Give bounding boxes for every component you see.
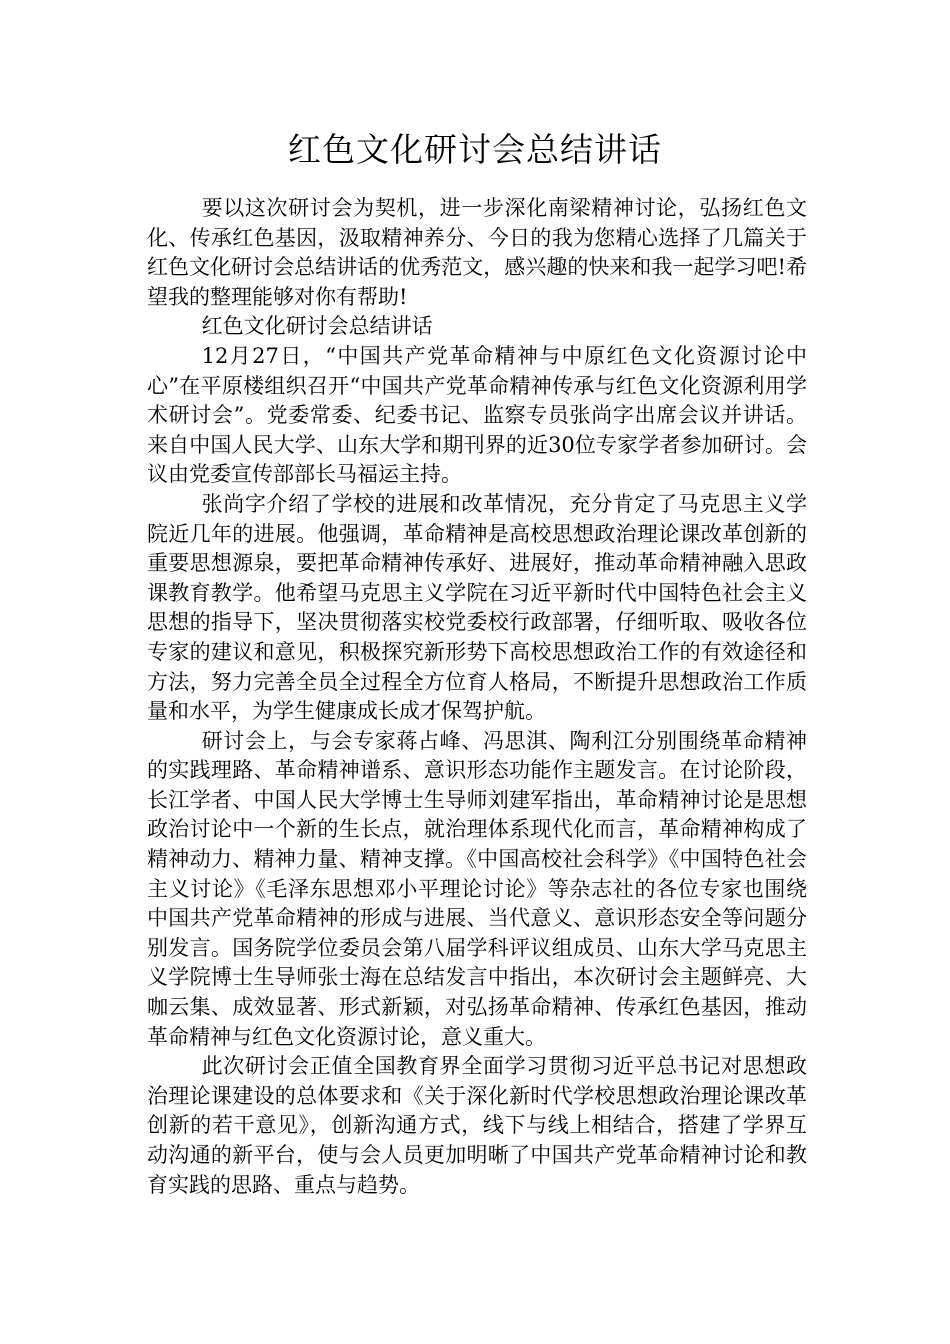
document-title: 红色文化研讨会总结讲话 [288, 130, 662, 169]
body-paragraph: 12月27日，“中国共产党革命精神与中原红色文化资源讨论中心”在平原楼组织召开“中国共产党革命精神传承与红色文化资源利用学术研讨会”。党委常委、纪委书记、监察专员张尚字出席会议并讲话。来自中国人民大学、山东大学和期刊界的近30位专家学者参加研讨。会议由党委宣传部部长马福运主持。 [147, 343, 807, 487]
body-paragraph: 此次研讨会正值全国教育界全面学习贯彻习近平总书记对思想政治理论课建设的总体要求和《关于深化新时代学校思想政治理论课改革创新的若干意见》，创新沟通方式，线下与线上相结合，搭建了学界互动沟通的新平台，使与会人员更加明晰了中国共产党革命精神讨论和教育实践的思路、重点与趋势。 [147, 1054, 807, 1197]
body-paragraph: 张尚字介绍了学校的进展和改革情况，充分肯定了马克思主义学院近几年的进展。他强调，革命精神是高校思想政治理论课改革创新的重要思想源泉，要把革命精神传承好、进展好，推动革命精神融入思政课教育教学。他希望马克思主义学院在习近平新时代中国特色社会主义思想的指导下，坚决贯彻落实校党委校行政部署，仔细听取、吸收各位专家的建议和意见，积极探究新形势下高校思想政治工作的有效途径和方法，努力完善全员全过程全方位育人格局，不断提升思想政治工作质量和水平，为学生健康成长成才保驾护航。 [147, 491, 807, 724]
intro-paragraph: 要以这次研讨会为契机，进一步深化南梁精神讨论，弘扬红色文化、传承红色基因，汲取精神养分、今日的我为您精心选择了几篇关于红色文化研讨会总结讲话的优秀范文，感兴趣的快来和我一起学习吧!希望我的整理能够对你有帮助! [147, 196, 807, 309]
section-heading: 红色文化研讨会总结讲话 [201, 314, 433, 339]
document-body [147, 194, 807, 1200]
body-paragraph: 研讨会上，与会专家蒋占峰、冯思淇、陶利江分别围绕革命精神的实践理路、革命精神谱系、意识形态功能作主题发言。在讨论阶段，长江学者、中国人民大学博士生导师刘建军指出，革命精神讨论是思想政治讨论中一个新的生长点，就治理体系现代化而言，革命精神构成了精神动力、精神力量、精神支撑。《中国高校社会科学》《中国特色社会主义讨论》《毛泽东思想邓小平理论讨论》等杂志社的各位专家也围绕中国共产党革命精神的形成与进展、当代意义、意识形态安全等问题分别发言。国务院学位委员会第八届学科评议组成员、山东大学马克思主义学院博士生导师张士海在总结发言中指出，本次研讨会主题鲜亮、大咖云集、成效显著、形式新颖，对弘扬革命精神、传承红色基因，推动革命精神与红色文化资源讨论，意义重大。 [147, 728, 807, 1049]
